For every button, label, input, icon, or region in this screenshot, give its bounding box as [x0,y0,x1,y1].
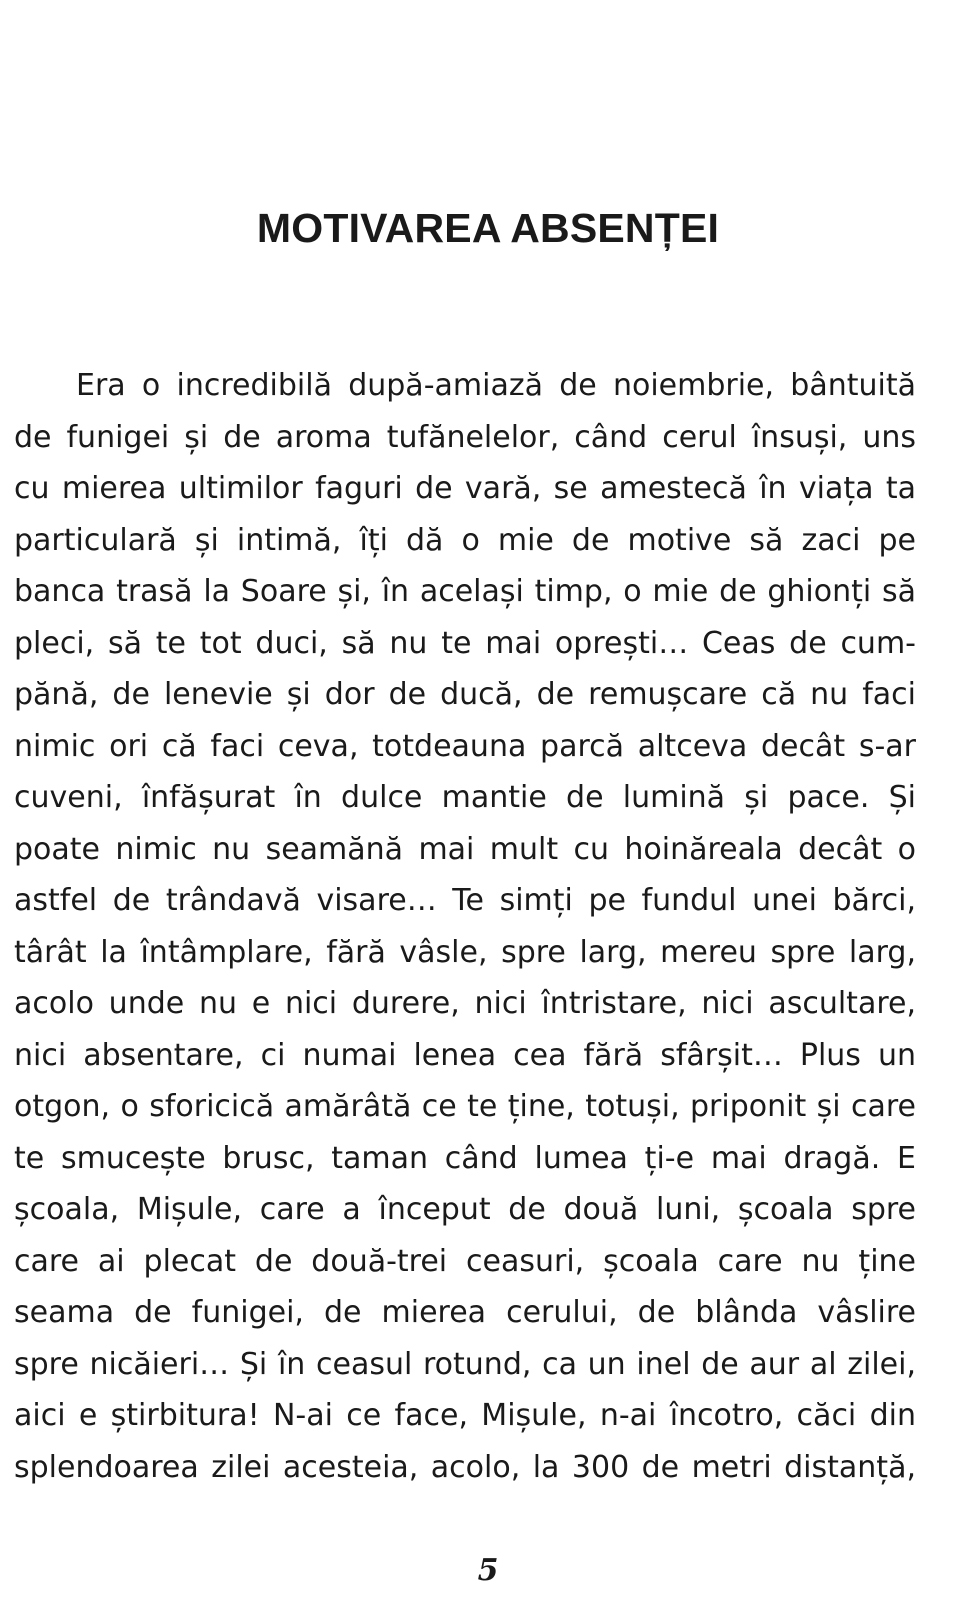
page-number: 5 [477,1553,499,1588]
text-line: care ai plecat de două-trei ceasuri, școala care nu ține [14,1243,916,1279]
chapter-title: MOTIVAREA ABSENȚEI [256,205,720,251]
text-line: pleci, să te tot duci, să nu te mai oprești… Ceas de cum- [14,625,916,661]
text-line: splendoarea zilei acesteia, acolo, la 300 de metri distanță, [14,1449,916,1485]
text-line: de funigei și de aroma tufănelelor, când cerul însuși, uns [14,419,916,455]
text-line: otgon, o sforicică amărâtă ce te ține, totuși, priponit și care [14,1089,916,1124]
text-line: cu mierea ultimilor faguri de vară, se amestecă în viața ta [14,471,916,506]
text-line: târât la întâmplare, fără vâsle, spre larg, mereu spre larg, [14,934,916,970]
text-line: seama de funigei, de mierea cerului, de blânda vâslire [14,1295,916,1330]
text-line: școala, Mișule, care a început de două luni, școala spre [14,1192,916,1227]
text-line: nici absentare, ci numai lenea cea fără sfârșit… Plus un [14,1037,916,1073]
text-line: te smucește brusc, taman când lumea ți-e mai dragă. E [14,1140,916,1176]
text-line: particulară și intimă, îți dă o mie de motive să zaci pe [14,522,916,558]
body-paragraph [14,360,916,1493]
text-line: aici e știrbitura! N-ai ce face, Mișule, n-ai încotro, căci din [14,1398,916,1433]
text-line: nimic ori că faci ceva, totdeauna parcă altceva decât s-ar [14,728,916,764]
text-line: spre nicăieri… Și în ceasul rotund, ca un inel de aur al zilei, [14,1346,916,1382]
text-line: banca trasă la Soare și, în același timp, o mie de ghionți să [14,574,916,609]
text-line: poate nimic nu seamănă mai mult cu hoinăreala decât o [14,831,916,867]
text-line: pănă, de lenevie și dor de ducă, de remușcare că nu faci [14,677,916,712]
text-line: acolo unde nu e nici durere, nici întristare, nici ascultare, [14,986,916,1021]
text-line: Era o incredibilă după-amiază de noiembrie, bântuită [76,368,916,403]
text-line: astfel de trândavă visare… Te simți pe fundul unei bărci, [14,883,916,918]
text-line: cuveni, înfășurat în dulce mantie de lumină și pace. Și [14,780,916,815]
